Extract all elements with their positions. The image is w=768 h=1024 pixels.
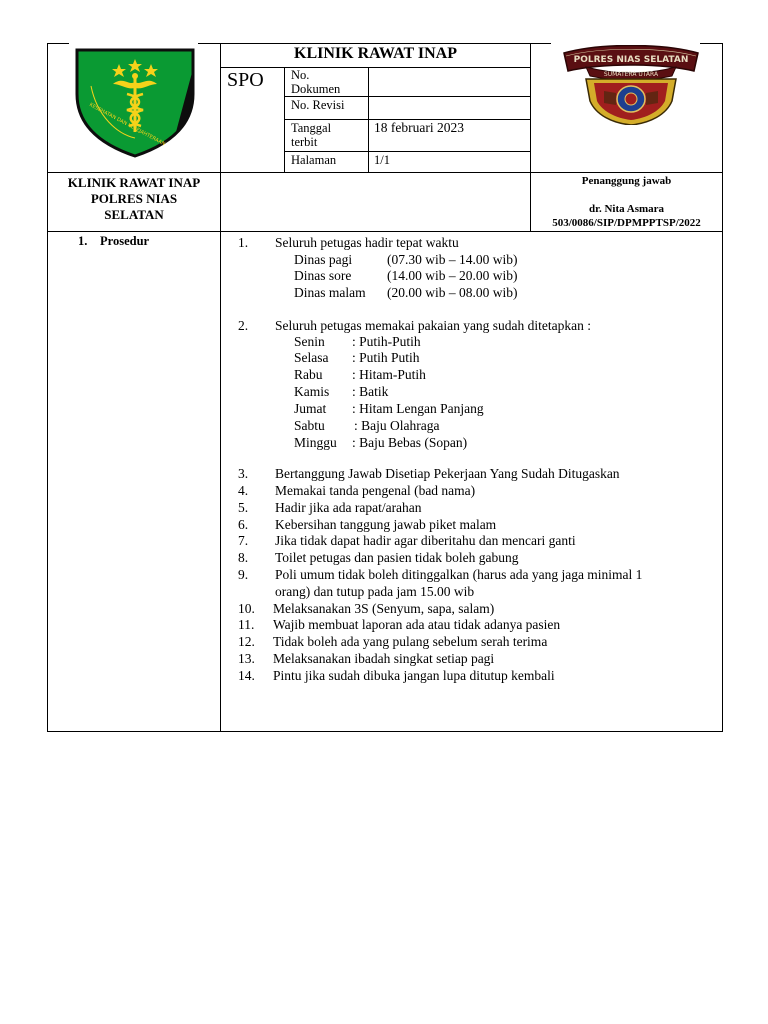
left-logo-text: KESEHATAN DAN KESEJAHTERAAN bbox=[88, 102, 167, 148]
shift-name: Dinas sore bbox=[294, 268, 352, 283]
shift-name: Dinas pagi bbox=[294, 252, 353, 267]
list-item-num: 8. bbox=[238, 550, 249, 565]
info-bottom-line bbox=[47, 231, 723, 232]
list-item-text: Kebersihan tanggung jawab piket malam bbox=[275, 517, 497, 532]
list-item-num: 11. bbox=[238, 617, 255, 632]
border-left bbox=[47, 43, 48, 732]
list-item-num: 4. bbox=[238, 483, 249, 498]
right-logo-text-top: POLRES NIAS SELATAN bbox=[573, 55, 689, 65]
shift-name: Dinas malam bbox=[294, 285, 366, 300]
day-outfit: : Putih-Putih bbox=[352, 334, 421, 349]
day-name: Minggu bbox=[294, 435, 337, 450]
pj-sip-number: 503/0086/SIP/DPMPPTSP/2022 bbox=[552, 217, 701, 229]
border-top-left-cell bbox=[198, 43, 220, 44]
list-item-num: 3. bbox=[238, 466, 249, 481]
field-label-line: terbit bbox=[291, 135, 318, 149]
title-underline bbox=[220, 67, 531, 68]
day-outfit: : Hitam-Putih bbox=[352, 367, 426, 382]
polres-badge-logo bbox=[560, 45, 702, 125]
list-item-num: 6. bbox=[238, 517, 249, 532]
list-item-text: Wajib membuat laporan ada atau tidak adanya pasien bbox=[273, 617, 561, 632]
clinic-shield-logo bbox=[73, 46, 197, 158]
field-label-line: Dokumen bbox=[291, 82, 341, 96]
border-top-middle bbox=[220, 43, 531, 44]
prosedur-label-num: 1. bbox=[78, 234, 88, 248]
field-label-no-dokumen bbox=[291, 68, 340, 96]
day-name: Selasa bbox=[294, 350, 329, 365]
field-row-line-1 bbox=[284, 96, 531, 97]
field-value-tanggal-terbit: 18 februari 2023 bbox=[374, 120, 464, 135]
list-item-text: Toilet petugas dan pasien tidak boleh gabung bbox=[275, 550, 519, 565]
list-item-num: 1. bbox=[238, 235, 249, 250]
list-item-num: 13. bbox=[238, 651, 255, 666]
shift-time: (14.00 wib – 20.00 wib) bbox=[387, 268, 518, 283]
list-item-text: Tidak boleh ada yang pulang sebelum serah terima bbox=[273, 634, 548, 649]
org-name-line: POLRES NIAS bbox=[90, 191, 178, 206]
pj-name: dr. Nita Asmara bbox=[588, 203, 665, 215]
list-item-num: 14. bbox=[238, 668, 255, 683]
org-name-line: KLINIK RAWAT INAP bbox=[67, 175, 201, 190]
list-item-text: Pintu jika sudah dibuka jangan lupa ditutup kembali bbox=[273, 668, 555, 683]
org-name bbox=[48, 175, 220, 223]
list-item-text: Melaksanakan 3S (Senyum, sapa, salam) bbox=[273, 601, 495, 616]
shift-time: (20.00 wib – 08.00 wib) bbox=[387, 285, 518, 300]
day-outfit: : Batik bbox=[352, 384, 389, 399]
list-item-text-cont: orang) dan tutup pada jam 15.00 wib bbox=[275, 584, 475, 599]
pj-label: Penanggung jawab bbox=[581, 175, 672, 187]
list-item-num: 7. bbox=[238, 533, 249, 548]
header-bottom-line bbox=[47, 172, 723, 173]
field-value-halaman: 1/1 bbox=[374, 153, 390, 167]
border-top-left bbox=[47, 43, 69, 44]
list-item-text: Seluruh petugas hadir tepat waktu bbox=[275, 235, 459, 250]
list-item-num: 5. bbox=[238, 500, 249, 515]
day-outfit: : Baju Bebas (Sopan) bbox=[352, 435, 468, 450]
column-divider-left bbox=[220, 43, 221, 732]
field-label-line: Tanggal bbox=[291, 121, 332, 135]
spo-label: SPO bbox=[227, 69, 264, 91]
field-label-line: No. bbox=[291, 68, 310, 82]
field-row-line-3 bbox=[284, 151, 531, 152]
list-item-text: Seluruh petugas memakai pakaian yang sudah ditetapkan : bbox=[275, 318, 592, 333]
day-outfit: : Putih Putih bbox=[352, 350, 420, 365]
day-name: Jumat bbox=[294, 401, 327, 416]
list-item-text: Poli umum tidak boleh ditinggalkan (harus ada yang jaga minimal 1 bbox=[275, 567, 643, 582]
day-name: Rabu bbox=[294, 367, 323, 382]
list-item-text: Memakai tanda pengenal (bad nama) bbox=[275, 483, 476, 498]
field-label-tanggal-terbit bbox=[291, 121, 331, 149]
list-item-num: 2. bbox=[238, 318, 249, 333]
org-name-line: SELATAN bbox=[104, 207, 164, 222]
list-item-num: 9. bbox=[238, 567, 249, 582]
day-outfit: : Hitam Lengan Panjang bbox=[352, 401, 484, 416]
list-item-text: Bertanggung Jawab Disetiap Pekerjaan Yang Sudah Ditugaskan bbox=[275, 466, 620, 481]
day-name: Senin bbox=[294, 334, 325, 349]
border-right bbox=[722, 43, 723, 732]
right-logo-text-bottom: SUMATERA UTARA bbox=[603, 71, 659, 78]
border-top-right-end bbox=[700, 43, 723, 44]
prosedur-label: Prosedur bbox=[100, 234, 150, 248]
field-label-halaman: Halaman bbox=[291, 153, 337, 167]
field-label-no-revisi: No. Revisi bbox=[291, 98, 345, 112]
day-name: Sabtu bbox=[294, 418, 325, 433]
list-item-text: Jika tidak dapat hadir agar diberitahu dan mencari ganti bbox=[275, 533, 576, 548]
border-top-right bbox=[531, 43, 551, 44]
list-item-num: 10. bbox=[238, 601, 255, 616]
shift-time: (07.30 wib – 14.00 wib) bbox=[387, 252, 518, 267]
day-outfit: : Baju Olahraga bbox=[354, 418, 440, 433]
clinic-title: KLINIK RAWAT INAP bbox=[294, 45, 457, 62]
list-item-text: Hadir jika ada rapat/arahan bbox=[275, 500, 422, 515]
list-item-text: Melaksanakan ibadah singkat setiap pagi bbox=[273, 651, 495, 666]
table-bottom-line bbox=[47, 731, 723, 732]
day-name: Kamis bbox=[294, 384, 330, 399]
list-item-num: 12. bbox=[238, 634, 255, 649]
